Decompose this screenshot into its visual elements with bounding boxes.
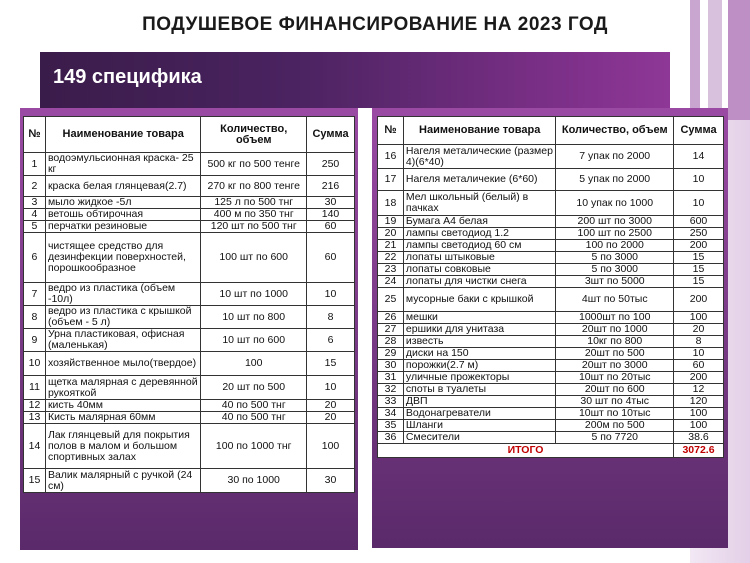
table-row <box>24 306 355 329</box>
table-row <box>24 197 355 209</box>
item-sum: 60 <box>307 233 355 283</box>
item-sum: 100 <box>674 420 724 432</box>
item-quantity: 120 шт по 500 тнг <box>201 221 307 233</box>
item-sum: 100 <box>307 424 355 469</box>
item-sum: 20 <box>307 412 355 424</box>
item-sum: 100 <box>674 408 724 420</box>
row-number: 34 <box>378 408 404 420</box>
section-banner <box>40 52 670 108</box>
item-sum: 8 <box>307 306 355 329</box>
row-number: 31 <box>378 372 404 384</box>
item-name: уличные прожекторы <box>403 372 556 384</box>
item-sum: 60 <box>307 221 355 233</box>
table-row <box>378 396 724 408</box>
item-quantity: 20шт по 500 <box>556 348 674 360</box>
table-row <box>378 432 724 444</box>
row-number: 18 <box>378 191 404 216</box>
item-quantity: 100 по 1000 тнг <box>201 424 307 469</box>
item-quantity: 4шт по 50тыс <box>556 288 674 312</box>
row-number: 8 <box>24 306 46 329</box>
row-number: 28 <box>378 336 404 348</box>
item-name: кисть 40мм <box>45 400 200 412</box>
table-row <box>378 191 724 216</box>
table-row <box>24 176 355 197</box>
table-row <box>378 276 724 288</box>
row-number: 11 <box>24 376 46 400</box>
item-sum: 250 <box>307 153 355 176</box>
item-quantity: 10шт по 10тыс <box>556 408 674 420</box>
table-row <box>24 412 355 424</box>
row-number: 21 <box>378 240 404 252</box>
item-sum: 216 <box>307 176 355 197</box>
item-name: Нагеля металичекие (6*60) <box>403 169 556 191</box>
table-row <box>378 252 724 264</box>
row-number: 26 <box>378 312 404 324</box>
row-number: 14 <box>24 424 46 469</box>
item-quantity: 10 упак по 1000 <box>556 191 674 216</box>
item-quantity: 10 шт по 1000 <box>201 283 307 306</box>
section-title: 149 специфика <box>53 66 202 88</box>
table-row <box>24 283 355 306</box>
item-name: лампы светодиод 60 см <box>403 240 556 252</box>
item-name: ведро из пластика с крышкой (объем - 5 л) <box>45 306 200 329</box>
header-qty: Количество, объем <box>201 117 307 153</box>
item-quantity: 20шт по 3000 <box>556 360 674 372</box>
item-name: споты в туалеты <box>403 384 556 396</box>
item-quantity: 100 <box>201 352 307 376</box>
item-name: Бумага А4 белая <box>403 216 556 228</box>
row-number: 36 <box>378 432 404 444</box>
row-number: 23 <box>378 264 404 276</box>
item-sum: 10 <box>307 376 355 400</box>
table-row <box>378 312 724 324</box>
row-number: 9 <box>24 329 46 352</box>
item-quantity: 100 шт по 600 <box>201 233 307 283</box>
item-sum: 38.6 <box>674 432 724 444</box>
item-name: ДВП <box>403 396 556 408</box>
item-sum: 30 <box>307 469 355 493</box>
item-name: Смесители <box>403 432 556 444</box>
item-sum: 15 <box>674 252 724 264</box>
item-sum: 10 <box>674 169 724 191</box>
table-row <box>24 469 355 493</box>
table-row <box>378 348 724 360</box>
item-quantity: 5 по 7720 <box>556 432 674 444</box>
item-sum: 10 <box>307 283 355 306</box>
item-quantity: 5 упак по 2000 <box>556 169 674 191</box>
row-number: 22 <box>378 252 404 264</box>
item-sum: 30 <box>307 197 355 209</box>
table-header-row <box>378 117 724 145</box>
table-row <box>378 288 724 312</box>
item-name: диски на 150 <box>403 348 556 360</box>
table-row <box>24 153 355 176</box>
table-row <box>378 324 724 336</box>
item-quantity: 10шт по 20тыс <box>556 372 674 384</box>
total-value: 3072.6 <box>674 444 724 458</box>
item-sum: 60 <box>674 360 724 372</box>
row-number: 12 <box>24 400 46 412</box>
item-name: водоэмульсионная краска- 25 кг <box>45 153 200 176</box>
item-name: ведро из пластика (объем -10л) <box>45 283 200 306</box>
item-sum: 8 <box>674 336 724 348</box>
item-name: лопаты штыковые <box>403 252 556 264</box>
row-number: 6 <box>24 233 46 283</box>
item-name: чистящее средство для дезинфекции поверхностей, порошкообразное <box>45 233 200 283</box>
item-sum: 120 <box>674 396 724 408</box>
item-quantity: 30 по 1000 <box>201 469 307 493</box>
item-quantity: 10 шт по 800 <box>201 306 307 329</box>
item-quantity: 10кг по 800 <box>556 336 674 348</box>
item-sum: 100 <box>674 312 724 324</box>
row-number: 3 <box>24 197 46 209</box>
table-row <box>24 424 355 469</box>
item-quantity: 400 м по 350 тнг <box>201 209 307 221</box>
item-sum: 20 <box>307 400 355 412</box>
item-sum: 200 <box>674 240 724 252</box>
item-name: Мел школьный (белый) в пачках <box>403 191 556 216</box>
item-sum: 10 <box>674 348 724 360</box>
row-number: 20 <box>378 228 404 240</box>
item-name: Кисть малярная 60мм <box>45 412 200 424</box>
header-name: Наименование товара <box>403 117 556 145</box>
item-sum: 15 <box>307 352 355 376</box>
table-row <box>24 209 355 221</box>
item-sum: 200 <box>674 372 724 384</box>
table-row <box>378 240 724 252</box>
item-quantity: 40 по 500 тнг <box>201 412 307 424</box>
header-qty: Количество, объем <box>556 117 674 145</box>
item-quantity: 1000шт по 100 <box>556 312 674 324</box>
row-number: 7 <box>24 283 46 306</box>
item-name: мешки <box>403 312 556 324</box>
item-quantity: 500 кг по 500 тенге <box>201 153 307 176</box>
item-name: Водонагреватели <box>403 408 556 420</box>
table-row <box>378 384 724 396</box>
item-sum: 200 <box>674 288 724 312</box>
table-row <box>24 221 355 233</box>
left-spec-table <box>23 116 355 493</box>
table-row <box>24 376 355 400</box>
item-sum: 140 <box>307 209 355 221</box>
table-row <box>378 372 724 384</box>
item-name: ветошь обтирочная <box>45 209 200 221</box>
item-quantity: 20шт по 1000 <box>556 324 674 336</box>
item-quantity: 125 л по 500 тнг <box>201 197 307 209</box>
table-header-row <box>24 117 355 153</box>
row-number: 25 <box>378 288 404 312</box>
total-row <box>378 444 724 458</box>
item-quantity: 5 по 3000 <box>556 252 674 264</box>
item-quantity: 5 по 3000 <box>556 264 674 276</box>
item-name: Шланги <box>403 420 556 432</box>
table-row <box>24 233 355 283</box>
item-quantity: 10 шт по 600 <box>201 329 307 352</box>
item-name: Урна пластиковая, офисная (маленькая) <box>45 329 200 352</box>
header-num: № <box>378 117 404 145</box>
table-row <box>378 216 724 228</box>
item-name: Валик малярный с ручкой (24 см) <box>45 469 200 493</box>
table-row <box>378 336 724 348</box>
row-number: 4 <box>24 209 46 221</box>
item-name: щетка малярная с деревянной рукояткой <box>45 376 200 400</box>
header-name: Наименование товара <box>45 117 200 153</box>
item-name: порожки(2.7 м) <box>403 360 556 372</box>
table-row <box>378 264 724 276</box>
row-number: 5 <box>24 221 46 233</box>
row-number: 17 <box>378 169 404 191</box>
item-quantity: 7 упак по 2000 <box>556 145 674 169</box>
table-row <box>24 352 355 376</box>
item-name: ершики для унитаза <box>403 324 556 336</box>
item-quantity: 3шт по 5000 <box>556 276 674 288</box>
table-row <box>378 228 724 240</box>
item-name: лопаты совковые <box>403 264 556 276</box>
item-name: краска белая глянцевая(2.7) <box>45 176 200 197</box>
item-name: известь <box>403 336 556 348</box>
item-name: мусорные баки с крышкой <box>403 288 556 312</box>
row-number: 16 <box>378 145 404 169</box>
item-quantity: 200м по 500 <box>556 420 674 432</box>
item-quantity: 20шт по 600 <box>556 384 674 396</box>
right-spec-table <box>377 116 724 458</box>
row-number: 24 <box>378 276 404 288</box>
item-quantity: 100 шт по 2500 <box>556 228 674 240</box>
page-title: ПОДУШЕВОЕ ФИНАНСИРОВАНИЕ НА 2023 ГОД <box>142 14 608 35</box>
item-sum: 600 <box>674 216 724 228</box>
item-name: мыло жидкое -5л <box>45 197 200 209</box>
item-name: лопаты для чистки снега <box>403 276 556 288</box>
table-row <box>378 360 724 372</box>
item-sum: 14 <box>674 145 724 169</box>
row-number: 27 <box>378 324 404 336</box>
item-name: перчатки резиновые <box>45 221 200 233</box>
item-quantity: 40 по 500 тнг <box>201 400 307 412</box>
table-row <box>378 169 724 191</box>
row-number: 13 <box>24 412 46 424</box>
item-quantity: 270 кг по 800 тенге <box>201 176 307 197</box>
header-num: № <box>24 117 46 153</box>
header-sum: Сумма <box>674 117 724 145</box>
total-label: ИТОГО <box>378 444 674 458</box>
row-number: 35 <box>378 420 404 432</box>
item-sum: 12 <box>674 384 724 396</box>
item-sum: 10 <box>674 191 724 216</box>
item-sum: 20 <box>674 324 724 336</box>
item-name: Нагеля металические (размер 4)(6*40) <box>403 145 556 169</box>
item-quantity: 20 шт по 500 <box>201 376 307 400</box>
table-row <box>24 329 355 352</box>
row-number: 32 <box>378 384 404 396</box>
row-number: 2 <box>24 176 46 197</box>
row-number: 1 <box>24 153 46 176</box>
table-row <box>378 145 724 169</box>
item-sum: 6 <box>307 329 355 352</box>
row-number: 30 <box>378 360 404 372</box>
header-sum: Сумма <box>307 117 355 153</box>
row-number: 15 <box>24 469 46 493</box>
row-number: 10 <box>24 352 46 376</box>
row-number: 29 <box>378 348 404 360</box>
item-quantity: 30 шт по 4тыс <box>556 396 674 408</box>
item-name: лампы светодиод 1.2 <box>403 228 556 240</box>
item-quantity: 200 шт по 3000 <box>556 216 674 228</box>
row-number: 19 <box>378 216 404 228</box>
row-number: 33 <box>378 396 404 408</box>
table-row <box>24 400 355 412</box>
item-name: хозяйственное мыло(твердое) <box>45 352 200 376</box>
item-quantity: 100 по 2000 <box>556 240 674 252</box>
item-name: Лак глянцевый для покрытия полов в малом и большом спортивных залах <box>45 424 200 469</box>
item-sum: 15 <box>674 276 724 288</box>
table-row <box>378 420 724 432</box>
item-sum: 15 <box>674 264 724 276</box>
item-sum: 250 <box>674 228 724 240</box>
table-row <box>378 408 724 420</box>
